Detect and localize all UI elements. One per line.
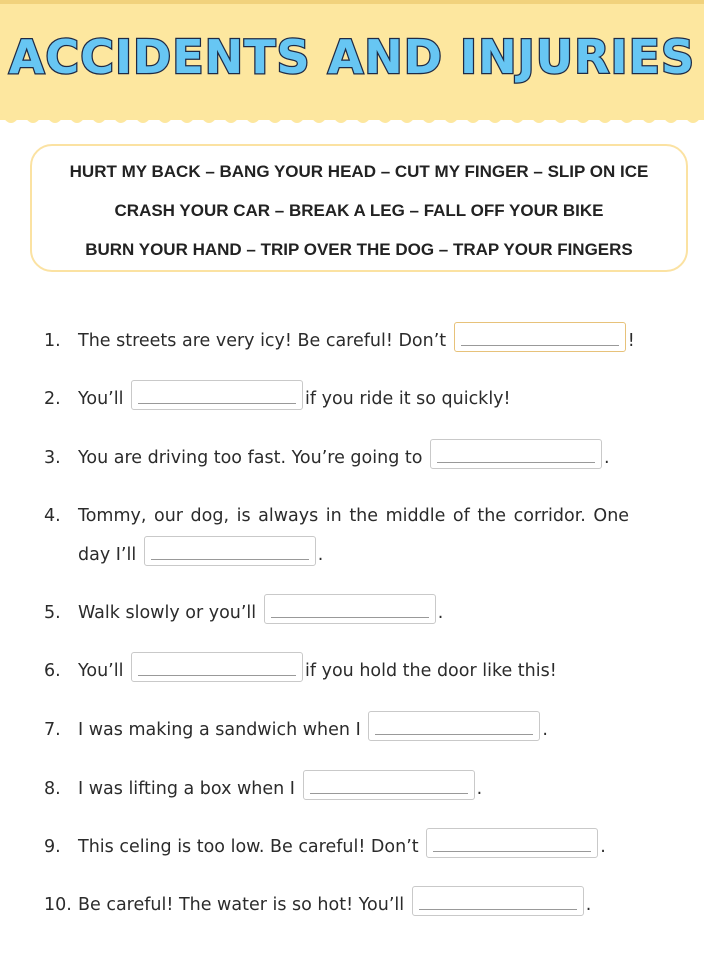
question-text: Tommy, our dog, is always in the middle of the corridor. One	[78, 506, 630, 526]
question-4-continued	[44, 540, 674, 570]
question-number: 3.	[44, 448, 61, 468]
question-number: 7.	[44, 720, 61, 740]
question-number: 1.	[44, 331, 61, 351]
question-text: Be careful! The water is so hot! You’ll	[78, 895, 405, 915]
answer-input-7[interactable]	[368, 711, 540, 741]
question-text-after: .	[604, 448, 610, 468]
question-text-after: .	[317, 545, 324, 565]
answer-input-5[interactable]	[264, 594, 436, 624]
question-text: You are driving too fast. You’re going to	[78, 448, 423, 468]
question-10	[44, 890, 674, 920]
question-text: I was making a sandwich when I	[78, 720, 361, 740]
answer-input-4[interactable]	[144, 536, 316, 566]
question-3	[44, 443, 674, 473]
answer-input-3[interactable]	[430, 439, 602, 469]
question-text: day I’ll	[78, 545, 137, 565]
question-number: 5.	[44, 603, 61, 623]
question-text-after: if you hold the door like this!	[305, 661, 557, 681]
question-9	[44, 832, 674, 862]
question-text: You’ll	[78, 389, 124, 409]
question-text: You’ll	[78, 661, 124, 681]
question-8	[44, 774, 674, 804]
question-2	[44, 384, 674, 414]
header-top-edge	[0, 0, 704, 4]
question-number: 10.	[44, 895, 72, 915]
word-bank-line: CRASH YOUR CAR – BREAK A LEG – FALL OFF YOUR BIKE	[114, 201, 604, 220]
question-5	[44, 598, 674, 628]
word-bank-line: HURT MY BACK – BANG YOUR HEAD – CUT MY FINGER – SLIP ON ICE	[69, 162, 649, 181]
question-number: 8.	[44, 779, 61, 799]
question-text-after: !	[627, 331, 635, 351]
question-4	[44, 501, 674, 531]
question-number: 9.	[44, 837, 61, 857]
scallop-border	[0, 112, 704, 130]
answer-input-8[interactable]	[303, 770, 475, 800]
question-text-after: if you ride it so quickly!	[305, 389, 511, 409]
question-number: 6.	[44, 661, 61, 681]
question-text-after: .	[542, 720, 548, 740]
answer-input-10[interactable]	[412, 886, 584, 916]
question-text-after: .	[600, 837, 606, 857]
question-text: The streets are very icy! Be careful! Don’t	[78, 331, 447, 351]
word-bank-line: BURN YOUR HAND – TRIP OVER THE DOG – TRAP YOUR FINGERS	[85, 240, 633, 259]
question-text: Walk slowly or you’ll	[78, 603, 257, 623]
answer-input-1[interactable]	[454, 322, 626, 352]
question-text: I was lifting a box when I	[78, 779, 295, 799]
question-6	[44, 656, 674, 686]
question-text: This celing is too low. Be careful! Don’t	[78, 837, 419, 857]
question-number: 2.	[44, 389, 61, 409]
answer-input-9[interactable]	[426, 828, 598, 858]
answer-input-2[interactable]	[131, 380, 303, 410]
word-bank	[30, 144, 688, 272]
question-7	[44, 715, 674, 745]
question-text-after: .	[585, 895, 592, 915]
question-number: 4.	[44, 506, 61, 526]
answer-input-6[interactable]	[131, 652, 303, 682]
question-text-after: .	[437, 603, 444, 623]
question-1	[44, 326, 674, 356]
page-title: ACCIDENTS AND INJURIES	[8, 30, 696, 84]
question-text-after: .	[476, 779, 483, 799]
